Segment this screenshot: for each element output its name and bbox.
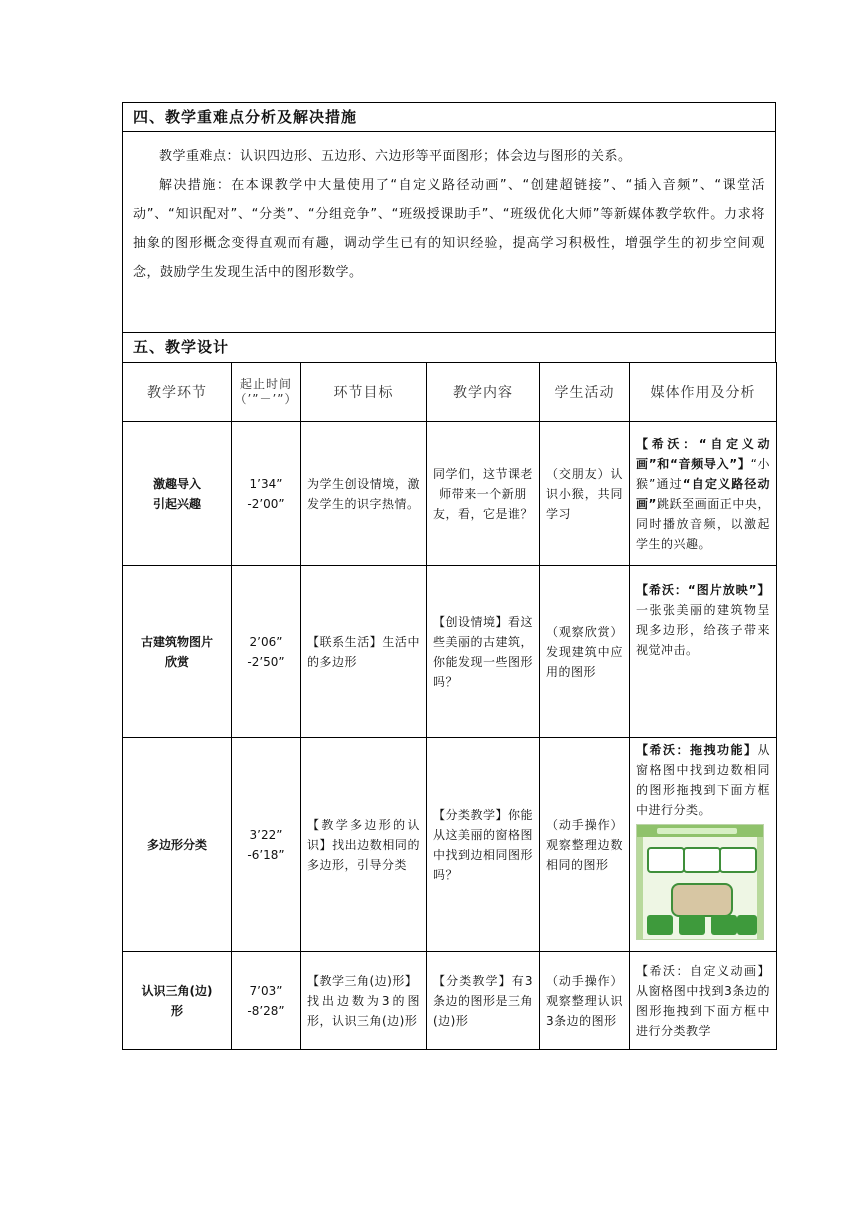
activity-cell: （观察欣赏）发现建筑中应用的图形 <box>540 566 630 738</box>
media-text: 一张张美丽的建筑物呈现多边形，给孩子带来视觉冲击。 <box>636 603 770 657</box>
content-cell: 【分类教学】有3条边的图形是三角(边)形 <box>427 952 540 1050</box>
header-activity: 学生活动 <box>540 363 630 422</box>
goal-cell: 为学生创设情境，激发学生的识字热情。 <box>301 422 427 566</box>
media-tag: 【希沃：“自定义动画”和“音频导入”】 <box>636 436 770 471</box>
table-row <box>123 952 777 1050</box>
stage-cell <box>123 952 232 1050</box>
stage-line: 形 <box>170 1003 183 1018</box>
stage-line: 欣赏 <box>164 654 189 669</box>
goal-cell <box>301 952 427 1050</box>
goal-cell: 【教学多边形的认识】找出边数相同的多边形，引导分类 <box>301 738 427 952</box>
media-tag: 【希沃：“图片放映”】 <box>636 583 770 597</box>
window-grid-screenshot <box>636 824 764 940</box>
media-text: “小猴”通过 <box>636 456 771 491</box>
media-text: 跳跃至画面正中央，同时播放音频，以激起学生的兴趣。 <box>636 496 770 551</box>
media-cell: 【希沃：自定义动画】从窗格图中找到3条边的图形拖拽到下面方框中进行分类教学 <box>630 952 777 1050</box>
stage-cell <box>123 566 232 738</box>
stage-line: 引起兴趣 <box>152 496 201 511</box>
stage-cell: 多边形分类 <box>123 738 232 952</box>
goal-cell: 【联系生活】生活中的多边形 <box>301 566 427 738</box>
time-cell <box>232 566 301 738</box>
media-cell <box>630 738 777 952</box>
time-cell <box>232 952 301 1050</box>
section-title: 四、教学重难点分析及解决措施 <box>123 103 775 132</box>
time-start: 1’34” <box>249 476 283 491</box>
time-end: -2’00” <box>247 496 285 511</box>
section-design-title: 五、教学设计 <box>122 332 776 362</box>
header-stage: 教学环节 <box>123 363 232 422</box>
time-start: 3’22” <box>249 827 283 842</box>
time-start: 2’06” <box>249 634 283 649</box>
media-text: 从窗格图中找到边数相同的图形拖拽到下面方框中进行分类。 <box>636 743 770 817</box>
table-row <box>123 422 777 566</box>
media-tag: 【希沃：拖拽功能】 <box>636 743 758 757</box>
goal-text: 找出边数为3的图形，认识三角(边)形 <box>307 993 420 1028</box>
content-cell: 【创设情境】看这些美丽的古建筑，你能发现一些图形吗？ <box>427 566 540 738</box>
time-end: -2’50” <box>247 654 285 669</box>
document-page <box>122 102 776 1050</box>
activity-cell: （动手操作）观察整理认识3条边的图形 <box>540 952 630 1050</box>
time-cell <box>232 738 301 952</box>
table-row <box>123 566 777 738</box>
table-row <box>123 738 777 952</box>
header-time: 起止时间（’”－’”） <box>232 363 301 422</box>
header-goal: 环节目标 <box>301 363 427 422</box>
stage-line: 古建筑物图片 <box>140 634 213 649</box>
media-cell <box>630 566 777 738</box>
difficulty-paragraph: 教学重难点：认识四边形、五边形、六边形等平面图形；体会边与图形的关系。 <box>159 149 632 164</box>
stage-line: 激趣导入 <box>152 476 201 491</box>
stage-line: 认识三角(边) <box>141 983 213 998</box>
activity-cell: （交朋友）认识小猴，共同学习 <box>540 422 630 566</box>
media-tag: “自定义路径动画” <box>636 476 771 511</box>
time-end: -8’28” <box>247 1003 285 1018</box>
design-table <box>122 362 777 1050</box>
time-cell <box>232 422 301 566</box>
goal-heading: 【教学三角(边)形】 <box>307 973 418 988</box>
media-cell <box>630 422 777 566</box>
section-difficulty <box>122 102 776 332</box>
solution-paragraph: 解决措施：在本课教学中大量使用了“自定义路径动画”、“创建超链接”、“插入音频”、“课堂活动”、“知识配对”、“分类”、“分组竞争”、“班级授课助手”、“班级优化大师”等新媒体教学软件。力求将抽象的图形概念变得直观而有趣，调动学生已有的知识经验，提高学习积极性，增强学生的初步空间观念，鼓励学生发现生活中的图形数学。 <box>133 178 765 280</box>
content-cell: 【分类教学】你能从这美丽的窗格图中找到边相同图形吗？ <box>427 738 540 952</box>
activity-cell: （动手操作）观察整理边数相同的图形 <box>540 738 630 952</box>
stage-cell <box>123 422 232 566</box>
header-content: 教学内容 <box>427 363 540 422</box>
time-end: -6’18” <box>247 847 285 862</box>
section-body <box>123 132 775 287</box>
time-start: 7’03” <box>249 983 283 998</box>
table-header-row <box>123 363 777 422</box>
header-media: 媒体作用及分析 <box>630 363 777 422</box>
content-cell: 同学们，这节课老师带来一个新朋友，看，它是谁？ <box>427 422 540 566</box>
